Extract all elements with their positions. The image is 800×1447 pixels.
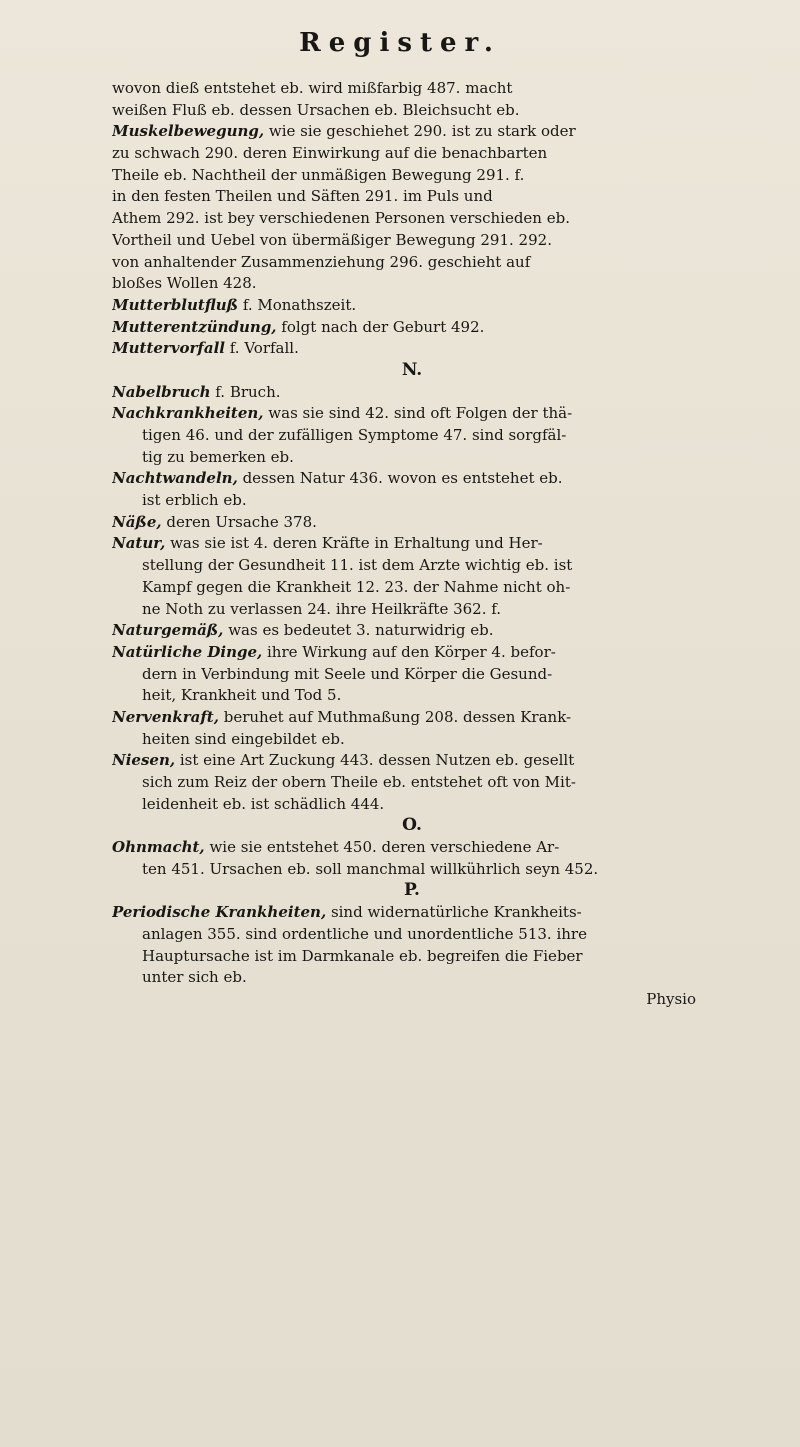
- register-entry: [112, 338, 712, 360]
- entry-text: beruhet auf Muthmaßung 208. dessen Krank-: [218, 707, 572, 726]
- entry-term: Naturgemäß,: [112, 621, 224, 640]
- entry-term: Näße,: [112, 512, 162, 531]
- text-line: wovon dieß entstehet eb. wird mißfarbig 487. macht: [112, 79, 513, 97]
- entry-text: f. Bruch.: [210, 382, 281, 401]
- entry-text: sind widernatürliche Krankheits-: [326, 903, 582, 922]
- register-entry: [112, 121, 712, 143]
- entry-term: Mutterentzündung,: [112, 317, 277, 336]
- register-entry: [112, 707, 712, 729]
- entry-term: Nachkrankheiten,: [112, 404, 264, 423]
- text-line: Vortheil und Uebel von übermäßiger Bewegung 291. 292.: [112, 230, 552, 249]
- register-entry: [112, 512, 712, 534]
- entry-term: Ohnmacht,: [112, 838, 205, 857]
- entry-term: Nervenkraft,: [112, 707, 219, 726]
- register-entry: [112, 902, 712, 924]
- entry-text: was es bedeutet 3. naturwidrig eb.: [223, 621, 494, 640]
- entry-term: Muskelbewegung,: [112, 122, 265, 141]
- entry-text: ist eine Art Zuckung 443. dessen Nutzen eb. gesellt: [175, 751, 575, 770]
- entry-text: f. Vorfall.: [225, 339, 299, 358]
- entry-term: Nachtwandeln,: [112, 469, 238, 488]
- entry-continuation: Kampf gegen die Krankheit 12. 23. der Nahme nicht oh-: [142, 577, 571, 596]
- entry-continuation: dern in Verbindung mit Seele und Körper die Gesund-: [142, 664, 553, 683]
- entry-text: dessen Natur 436. wovon es entstehet eb.: [237, 469, 563, 488]
- entry-term: Niesen,: [112, 751, 176, 770]
- entry-continuation: anlagen 355. sind ordentliche und unordentliche 513. ihre: [142, 924, 587, 943]
- entry-text: ihre Wirkung auf den Körper 4. befor-: [262, 642, 556, 661]
- section-letter: N.: [401, 359, 423, 380]
- section-letter: O.: [402, 815, 422, 836]
- register-entry: [112, 533, 712, 555]
- entry-continuation: ist erblich eb.: [142, 491, 247, 510]
- register-entry: [112, 642, 712, 664]
- register-entry: [112, 750, 712, 772]
- entry-term: Mutterblutfluß: [112, 295, 239, 314]
- register-entry: [112, 403, 712, 425]
- text-line: weißen Fluß eb. dessen Ursachen eb. Bleichsucht eb.: [112, 100, 520, 119]
- entry-text: wie sie geschiehet 290. ist zu stark oder: [264, 122, 576, 141]
- entry-continuation: stellung der Gesundheit 11. ist dem Arzte wichtig eb. ist: [142, 556, 573, 575]
- entry-text: wie sie entstehet 450. deren verschiedene Ar-: [204, 838, 560, 857]
- entry-text: was sie ist 4. deren Kräfte in Erhaltung und Her-: [165, 534, 543, 553]
- entry-text: folgt nach der Geburt 492.: [276, 317, 485, 336]
- text-line: Athem 292. ist bey verschiedenen Personen verschieden eb.: [112, 209, 570, 228]
- entry-continuation: leidenheit eb. ist schädlich 444.: [142, 794, 385, 813]
- register-entry: [112, 620, 712, 642]
- text-line: zu schwach 290. deren Einwirkung auf die benachbarten: [112, 144, 548, 163]
- entry-continuation: heit, Krankheit und Tod 5.: [142, 686, 342, 705]
- text-line: in den festen Theilen und Säften 291. im Puls und: [112, 187, 493, 206]
- register-entry: [112, 295, 712, 317]
- entry-continuation: Hauptursache ist im Darmkanale eb. begreifen die Fieber: [142, 946, 583, 965]
- entry-text: deren Ursache 378.: [161, 512, 317, 531]
- entry-text: was sie sind 42. sind oft Folgen der thä-: [263, 404, 573, 423]
- entry-term: Natur,: [112, 534, 166, 553]
- register-entry: [112, 468, 712, 490]
- text-line: Theile eb. Nachtheil der unmäßigen Bewegung 291. f.: [112, 165, 525, 184]
- text-line: bloßes Wollen 428.: [112, 274, 257, 293]
- entry-text: f. Monathszeit.: [238, 295, 357, 314]
- running-header: Register.: [299, 28, 501, 58]
- entry-term: Nabelbruch: [112, 382, 211, 401]
- entry-term: Natürliche Dinge,: [112, 642, 263, 661]
- register-entry: [112, 837, 712, 859]
- entry-continuation: heiten sind eingebildet eb.: [142, 729, 345, 748]
- entry-continuation: tig zu bemerken eb.: [142, 447, 294, 466]
- register-entry: [112, 317, 712, 339]
- section-letter: P.: [404, 880, 420, 901]
- entry-continuation: sich zum Reiz der obern Theile eb. entstehet oft von Mit-: [142, 773, 576, 791]
- entry-continuation: ne Noth zu verlassen 24. ihre Heilkräfte 362. f.: [142, 599, 502, 618]
- entry-term: Muttervorfall: [112, 339, 226, 358]
- entry-continuation: tigen 46. und der zufälligen Symptome 47. sind sorgfäl-: [142, 426, 567, 444]
- catchword: Physio: [646, 989, 696, 1008]
- text-line: von anhaltender Zusammenziehung 296. geschieht auf: [112, 252, 531, 271]
- register-text: [112, 78, 712, 1011]
- register-entry: [112, 382, 712, 404]
- entry-continuation: ten 451. Ursachen eb. soll manchmal willkührlich seyn 452.: [142, 859, 599, 878]
- entry-continuation: unter sich eb.: [142, 968, 247, 987]
- entry-term: Periodische Krankheiten,: [112, 903, 327, 922]
